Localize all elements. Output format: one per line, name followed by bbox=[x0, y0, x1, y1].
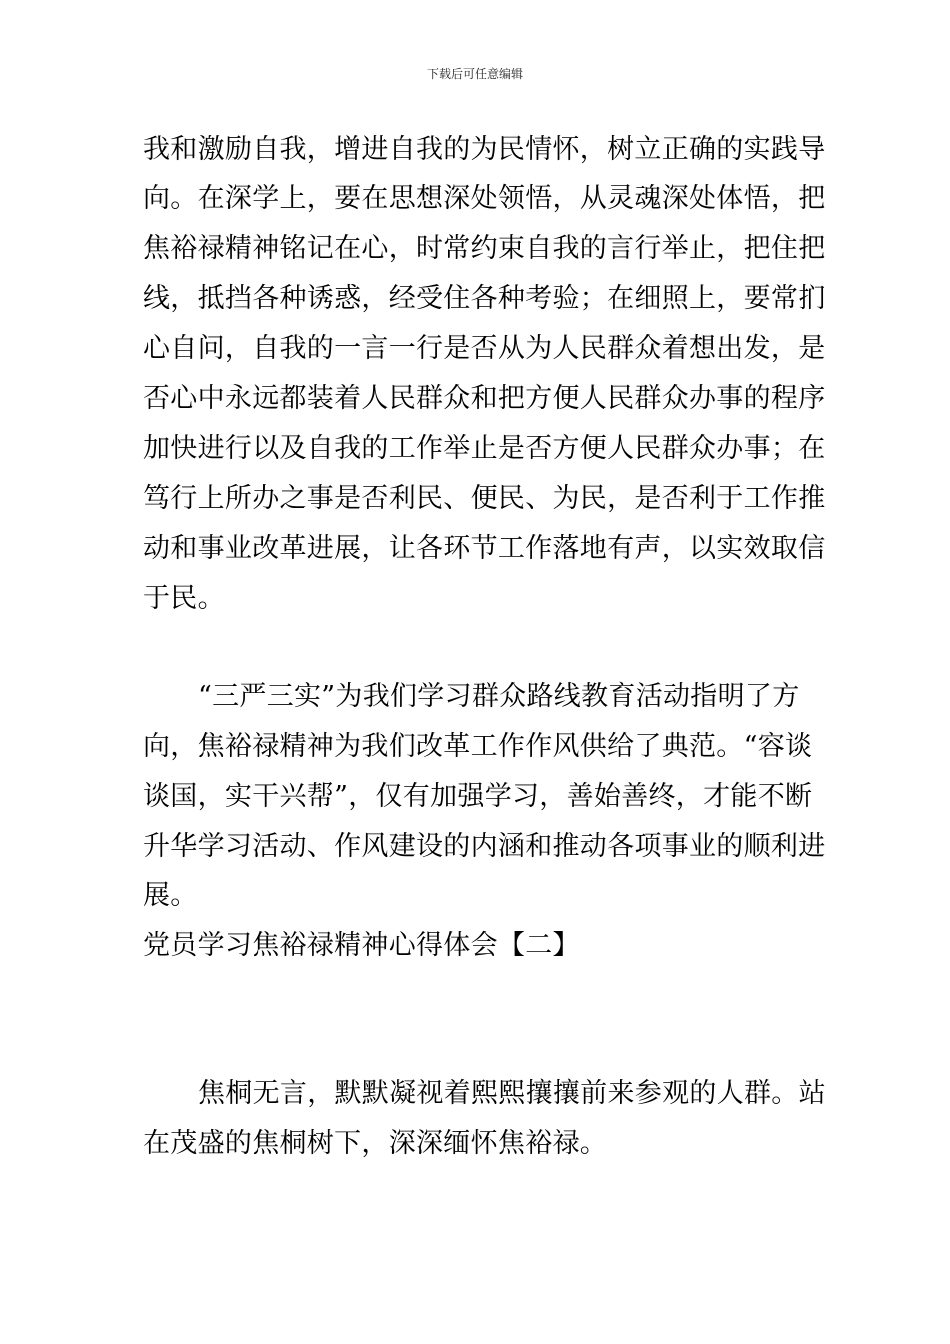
paragraph-line: 焦裕禄精神铭记在心，时常约束自我的言行举止，把住把 bbox=[143, 233, 826, 264]
paragraph-line: “三严三实”为我们学习群众路线教育活动指明了方 bbox=[198, 681, 800, 712]
paragraph-line: 线，抵挡各种诱惑，经受住各种考验；在细照上，要常扪 bbox=[143, 283, 826, 314]
paragraph-line: 谈国，实干兴帮”，仅有加强学习，善始善终，才能不断 bbox=[143, 781, 813, 812]
paragraph-line: 否心中永远都装着人民群众和把方便人民群众办事的程序 bbox=[143, 383, 826, 414]
page-header: 下载后可任意编辑 bbox=[426, 67, 523, 81]
paragraph-line: 加快进行以及自我的工作举止是否方便人民群众办事；在 bbox=[143, 433, 826, 464]
paragraph-line: 心自问，自我的一言一行是否从为人民群众着想出发，是 bbox=[143, 333, 826, 364]
paragraph-line: 升华学习活动、作风建设的内涵和推动各项事业的顺利进 bbox=[143, 831, 826, 862]
paragraph-line: 焦桐无言，默默凝视着熙熙攘攘前来参观的人群。站 bbox=[198, 1078, 826, 1109]
paragraph-line: 向，焦裕禄精神为我们改革工作作风供给了典范。“容谈 bbox=[143, 731, 813, 762]
paragraph-line: 于民。 bbox=[143, 583, 225, 614]
paragraph-line: 动和事业改革进展，让各环节工作落地有声，以实效取信 bbox=[143, 533, 826, 564]
paragraph-line: 在茂盛的焦桐树下，深深缅怀焦裕禄。 bbox=[143, 1128, 608, 1159]
section-title: 党员学习焦裕禄精神心得体会【二】 bbox=[143, 930, 580, 961]
paragraph-line: 笃行上所办之事是否利民、便民、为民，是否利于工作推 bbox=[143, 483, 826, 514]
paragraph-line: 我和激励自我，增进自我的为民情怀，树立正确的实践导 bbox=[143, 134, 826, 165]
paragraph-line: 向。在深学上，要在思想深处领悟，从灵魂深处体悟，把 bbox=[143, 183, 826, 214]
paragraph-line: 展。 bbox=[143, 880, 198, 911]
